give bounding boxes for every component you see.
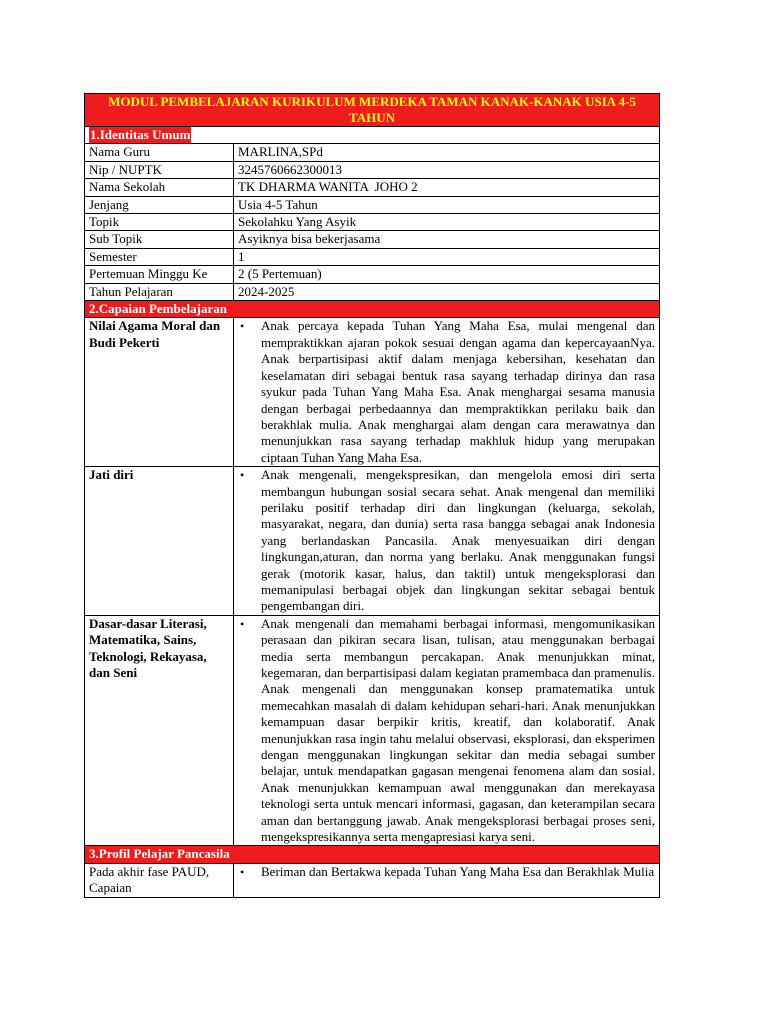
capaian-text: Anak percaya kepada Tuhan Yang Maha Esa, mulai mengenal dan mempraktikkan ajaran pokok sesuai dengan agama dan kepercayaanNya. Anak berpartisipasi aktif dalam menjaga kebersihan, kesehatan dan keselamatan diri sebagai bentuk rasa sayang terhadap dirinya dan rasa syukur pada Tuhan Yang Maha Esa. Anak menghargai sesama manusia dengan berbagai perbedaannya dan mempraktikkan perilaku baik dan berakhlak mulia. Anak menghargai alam dengan cara merawatnya dan menunjukkan rasa sayang terhadap makhluk hidup yang merupakan ciptaan Tuhan Yang Maha Esa. <box>261 318 655 465</box>
identity-value: 2 (5 Pertemuan) <box>234 266 660 283</box>
identity-row <box>85 144 660 161</box>
identity-value: MARLINA,SPd <box>234 144 660 161</box>
module-table <box>84 93 660 898</box>
identity-value: 1 <box>234 248 660 265</box>
identity-label: Pertemuan Minggu Ke <box>85 266 234 283</box>
profil-row <box>85 863 660 897</box>
capaian-description <box>234 318 660 467</box>
capaian-description <box>234 615 660 846</box>
identity-label: Sub Topik <box>85 231 234 248</box>
identity-row <box>85 231 660 248</box>
identity-label: Nama Sekolah <box>85 179 234 196</box>
bullet-icon: • <box>240 864 245 879</box>
identity-value: 3245760662300013 <box>234 161 660 178</box>
identity-row <box>85 248 660 265</box>
identity-label: Nip / NUPTK <box>85 161 234 178</box>
identity-value: TK DHARMA WANITA JOHO 2 <box>234 179 660 196</box>
identity-label: Nama Guru <box>85 144 234 161</box>
bullet-icon: • <box>240 319 245 334</box>
section-profil-row <box>85 846 660 863</box>
section-capaian-heading: 2.Capaian Pembelajaran <box>89 301 227 317</box>
capaian-description <box>234 467 660 616</box>
identity-row <box>85 196 660 213</box>
identity-label: Jenjang <box>85 196 234 213</box>
capaian-row <box>85 467 660 616</box>
profil-description <box>234 863 660 897</box>
identity-value: 2024-2025 <box>234 283 660 300</box>
identity-label: Topik <box>85 214 234 231</box>
title-row <box>85 94 660 127</box>
identity-row <box>85 161 660 178</box>
identity-label: Semester <box>85 248 234 265</box>
bullet-icon: • <box>240 468 245 483</box>
module-title: MODUL PEMBELAJARAN KURIKULUM MERDEKA TAMAN KANAK-KANAK USIA 4-5 TAHUN <box>85 94 660 127</box>
capaian-label: Dasar-dasar Literasi, Matematika, Sains, Teknologi, Rekayasa, dan Seni <box>85 615 234 846</box>
capaian-text: Anak mengenali dan memahami berbagai informasi, mengomunikasikan perasaan dan pikiran secara lisan, tulisan, atau menggunakan berbagai media serta membangun percakapan. Anak menunjukkan minat, kegemaran, dan berpartisipasi dalam kegiatan pramembaca dan pramenulis. Anak mengenali dan menggunakan konsep pramatematika untuk memecahkan masalah di dalam kehidupan sehari-hari. Anak menunjukkan kemampuan dasar berpikir kritis, kreatif, dan kolaboratif. Anak menunjukkan rasa ingin tahu melalui observasi, eksplorasi, dan eksperimen dengan menggunakan lingkungan sekitar dan media sebagai sumber belajar, untuk mendapatkan gagasan mengenai fenomena alam dan sosial. Anak menunjukkan kemampuan awal menggunakan dan merekayasa teknologi serta untuk mencari informasi, gagasan, dan keterampilan secara aman dan bertanggung jawab. Anak mengeksplorasi berbagai proses seni, mengekspresikannya serta mengapresiasi karya seni. <box>261 615 655 845</box>
capaian-row <box>85 615 660 846</box>
section-capaian-row <box>85 301 660 318</box>
identity-value: Sekolahku Yang Asyik <box>234 214 660 231</box>
section-identitas-heading: 1.Identitas Umum <box>90 127 191 142</box>
profil-text: Beriman dan Bertakwa kepada Tuhan Yang Maha Esa dan Berakhlak Mulia <box>261 863 655 879</box>
profil-label: Pada akhir fase PAUD, Capaian <box>85 863 234 897</box>
section-profil-heading: 3.Profil Pelajar Pancasila <box>89 846 230 862</box>
section-identitas-row <box>85 127 660 144</box>
bullet-icon: • <box>240 616 245 631</box>
identity-row <box>85 283 660 300</box>
identity-value: Asyiknya bisa bekerjasama <box>234 231 660 248</box>
identity-row <box>85 179 660 196</box>
capaian-text: Anak mengenali, mengekspresikan, dan mengelola emosi diri serta membangun hubungan sosial secara sehat. Anak mengenal dan memiliki perilaku positif terhadap diri dan lingkungan (keluarga, sekolah, masyarakat, negara, dan dunia) serta rasa bangga sebagai anak Indonesia yang berlandaskan Pancasila. Anak menyesuaikan diri dengan lingkungan,aturan, dan norma yang berlaku. Anak menggunakan fungsi gerak (motorik kasar, halus, dan taktil) untuk mengeksplorasi dan memanipulasi berbagai objek dan lingkungan sekitar sebagai bentuk pengembangan diri. <box>261 467 655 614</box>
identity-row <box>85 214 660 231</box>
capaian-row <box>85 318 660 467</box>
capaian-label: Nilai Agama Moral dan Budi Pekerti <box>85 318 234 467</box>
capaian-label: Jati diri <box>85 467 234 616</box>
identity-label: Tahun Pelajaran <box>85 283 234 300</box>
identity-value: Usia 4-5 Tahun <box>234 196 660 213</box>
identity-row <box>85 266 660 283</box>
